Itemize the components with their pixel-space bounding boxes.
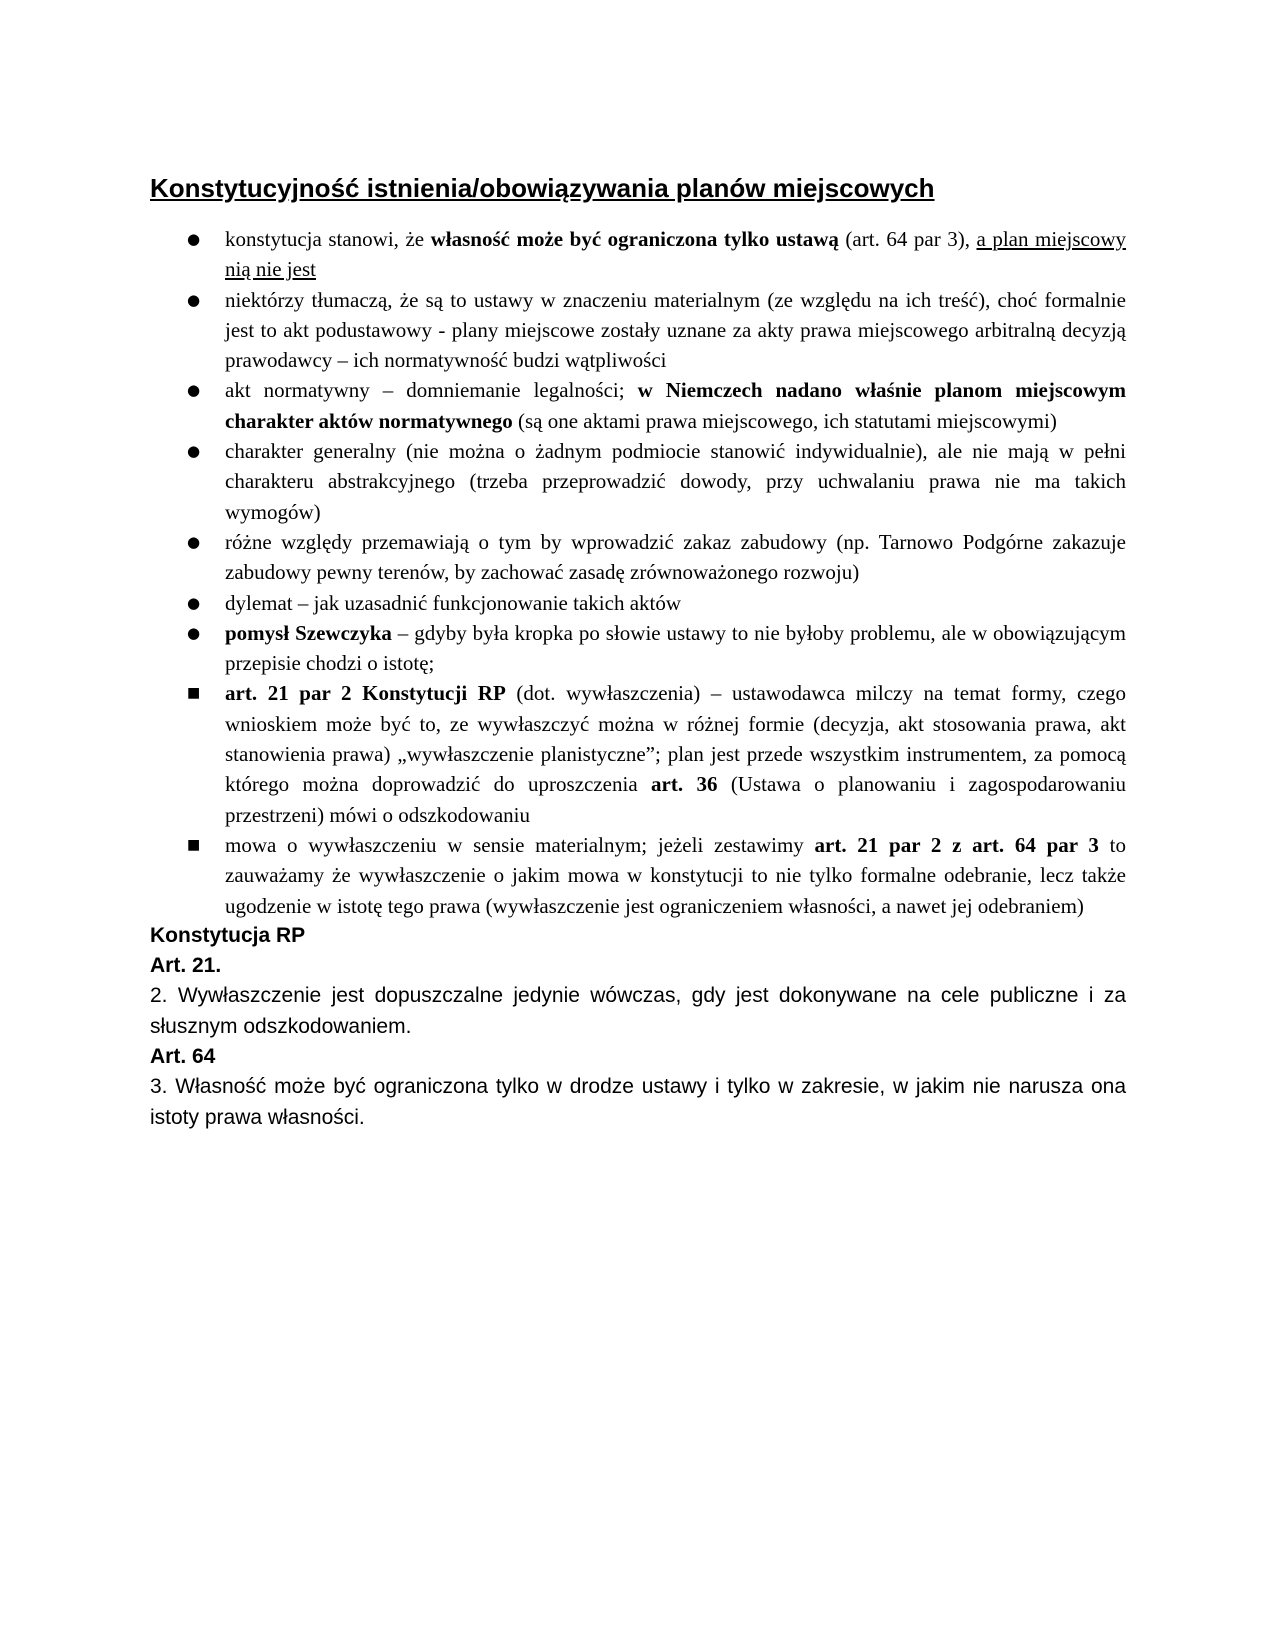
text-run: to zauważamy że wywłaszczenie o jakim mowa w konstytucji to nie tylko formalne odebranie, lecz także ugodzenie w istotę tego prawa (wywłaszczenie jest ograniczeniem własności, a nawet jej odebraniem)	[225, 832, 1126, 918]
constitution-heading: Konstytucja RP	[150, 923, 306, 947]
round-bullet-icon: ●	[187, 290, 201, 309]
bold-text: w Niemczech nadano właśnie planom miejscowym charakter aktów normatywnego	[225, 378, 1127, 433]
art64-heading: Art. 64	[150, 1045, 216, 1069]
art21-text: 2. Wywłaszczenie jest dopuszczalne jedynie wówczas, gdy jest dokonywane na cele publiczne i za słusznym odszkodowaniem.	[150, 984, 1126, 1038]
bullet-list	[150, 224, 1126, 921]
text-run: konstytucja stanowi, że	[225, 227, 431, 251]
text-run: dylemat – jak uzasadnić funkcjonowanie takich aktów	[225, 590, 682, 615]
list-item	[150, 375, 1126, 436]
text-run: charakter generalny (nie można o żadnym podmiocie stanowić indywidualnie), ale nie mają w pełni charakteru abstrakcyjnego (trzeba przeprowadzić dowody, przy uchwalaniu prawa nie ma takich wymogów)	[225, 439, 1126, 524]
list-item	[150, 224, 1126, 285]
bold-text: pomysł Szewczyka	[225, 620, 392, 645]
bold-text: art. 21 par 2 Konstytucji RP	[225, 681, 506, 706]
round-bullet-icon: ●	[187, 532, 201, 551]
document-title: Konstytucyjność istnienia/obowiązywania planów miejscowych	[150, 173, 935, 203]
art64-text: 3. Własność może być ograniczona tylko w drodze ustawy i tylko w zakresie, w jakim nie narusza ona istoty prawa własności.	[150, 1075, 1126, 1129]
text-run: mowa o wywłaszczeniu w sensie materialnym; jeżeli zestawimy	[225, 832, 815, 857]
art21-heading: Art. 21.	[150, 954, 222, 978]
text-run: akt normatywny – domniemanie legalności;	[225, 378, 638, 403]
round-bullet-icon: ●	[187, 381, 201, 400]
list-item	[150, 830, 1126, 921]
bold-text: art. 21 par 2 z art. 64 par 3	[814, 832, 1099, 857]
round-bullet-icon: ●	[187, 230, 201, 248]
bold-text: własność może być ograniczona tylko ustawą	[430, 227, 839, 251]
document-page	[150, 170, 1126, 1133]
round-bullet-icon: ●	[187, 623, 201, 642]
round-bullet-icon: ●	[187, 442, 201, 461]
text-run: (Ustawa o planowaniu i zagospodarowaniu przestrzeni) mówi o odszkodowaniu	[225, 772, 1127, 827]
list-item	[150, 618, 1126, 679]
square-bullet-icon: ■	[187, 685, 201, 702]
list-item	[150, 527, 1126, 588]
text-run: niektórzy tłumaczą, że są to ustawy w znaczeniu materialnym (ze względu na ich treść), choć formalnie jest to akt podustawowy - plany miejscowe zostały uznane za akty prawa miejscowego arbitralną decyzją prawodawcy – ich normatywność budzi wątpliwości	[225, 287, 1126, 373]
list-item	[150, 678, 1126, 829]
list-item	[150, 436, 1126, 527]
list-item	[150, 285, 1126, 376]
list-item	[150, 588, 1126, 618]
text-run: (są one aktami prawa miejscowego, ich statutami miejscowymi)	[512, 408, 1057, 433]
text-run: różne względy przemawiają o tym by wprowadzić zakaz zabudowy (np. Tarnowo Podgórne zakazuje zabudowy pewny terenów, by zachować zasadę zrównoważonego rozwoju)	[225, 529, 1126, 585]
text-run: – gdyby była kropka po słowie ustawy to nie byłoby problemu, ale w obowiązującym przepisie chodzi o istotę;	[225, 620, 1126, 676]
bold-text: art. 36	[651, 772, 718, 797]
underlined-text: a plan miejscowy nią nie jest	[225, 227, 1126, 282]
text-run: (dot. wywłaszczenia) – ustawodawca milczy na temat formy, czego wnioskiem może być to, ze wywłaszczyć można w różnej formie (decyzja, akt stosowania prawa, akt stanowienia prawa) „wywłaszczenie planistyczne”; plan jest przede wszystkim instrumentem, za pomocą którego można doprowadzić do uproszczenia	[225, 681, 1126, 797]
round-bullet-icon: ●	[187, 593, 201, 612]
text-run: (art. 64 par 3),	[838, 227, 977, 251]
square-bullet-icon: ■	[187, 836, 201, 853]
